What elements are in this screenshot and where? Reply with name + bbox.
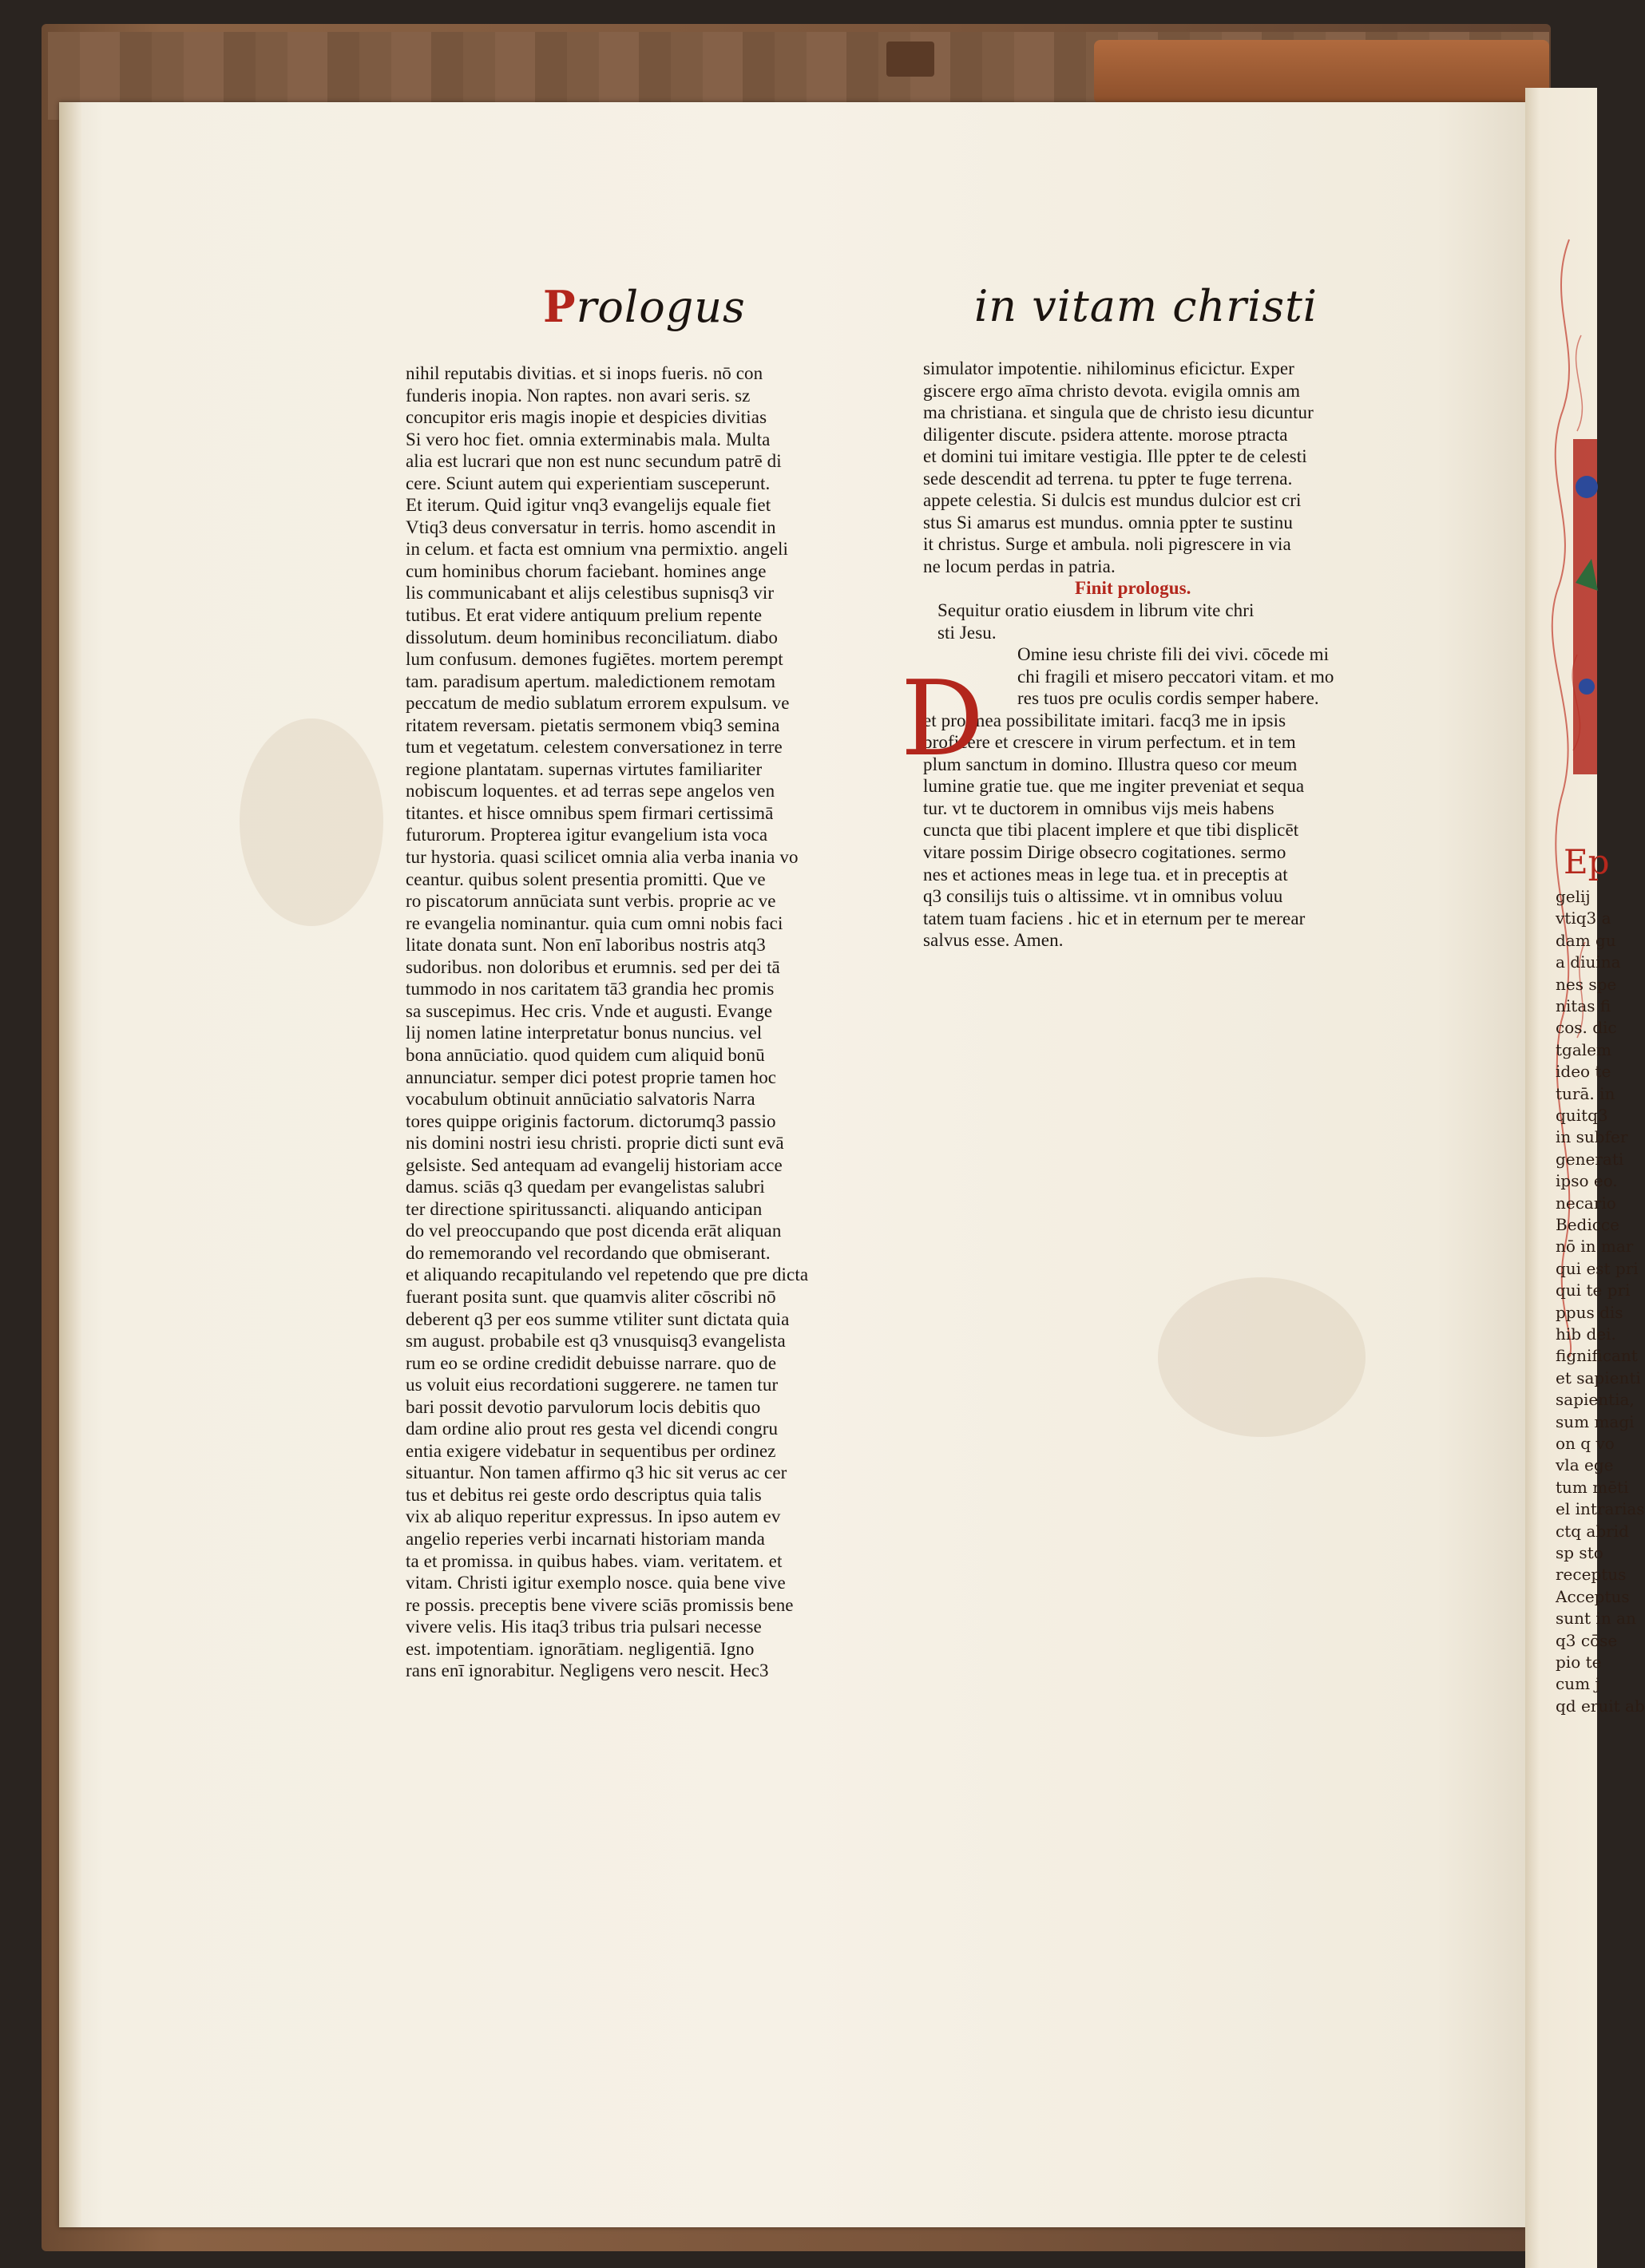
- text-line: annunciatur. semper dici potest proprie tamen hoc: [406, 1067, 777, 1087]
- text-line: re evangelia nominantur. quia cum omni nobis faci: [406, 912, 783, 933]
- facing-text-line: ideo te: [1556, 1062, 1611, 1082]
- text-line: rans enī ignorabitur. Negligens vero nescit. Hec3: [406, 1660, 769, 1681]
- facing-text-line: hib dei.: [1556, 1324, 1616, 1344]
- facing-text-line: quitq3: [1556, 1106, 1608, 1125]
- text-line: lis communicabant et alijs celestibus supnisq3 vir: [406, 583, 775, 604]
- facing-text-line: fignificant: [1556, 1346, 1638, 1366]
- text-line: sa suscepimus. Hec cris. Vnde et augusti. Evange: [406, 1000, 773, 1021]
- text-line: ne locum perdas in patria.: [923, 556, 1116, 576]
- text-line: do rememorando vel recordando que obmiserant.: [406, 1242, 771, 1263]
- text-line: bari possit devotio parvulorum locis debitis quo: [406, 1396, 761, 1417]
- prayer-line: nes et actiones meas in lege tua. et in preceptis at: [923, 864, 1288, 885]
- facing-text-line: qui te pri: [1556, 1280, 1631, 1300]
- text-line: entia exigere videbatur in sequentibus per ordinez: [406, 1440, 776, 1461]
- text-line: funderis inopia. Non raptes. non avari seris. sz: [406, 385, 751, 406]
- text-line: tur hystoria. quasi scilicet omnia alia verba inania vo: [406, 847, 799, 868]
- text-line: et domini tui imitare vestigia. Ille ppter te de celesti: [923, 446, 1307, 467]
- facing-text-line: dam gu: [1556, 930, 1616, 950]
- facing-text-line: qd eruit ab: [1556, 1696, 1645, 1716]
- text-line: tummodo in nos caritatem tā3 grandia hec promis: [406, 979, 775, 999]
- text-line: fuerant posita sunt. que quamvis aliter cōscribi nō: [406, 1286, 776, 1307]
- facing-text-line: nes spe: [1556, 974, 1617, 994]
- prayer-line: proficere et crescere in virum perfectum. et in tem: [923, 732, 1296, 753]
- running-head-left-rest: rologus: [576, 282, 746, 332]
- facing-text-line: sunt in an: [1556, 1609, 1636, 1629]
- text-line: gelsiste. Sed antequam ad evangelij historiam acce: [406, 1154, 783, 1175]
- text-line: et aliquando recapitulando vel repetendo que pre dicta: [406, 1265, 809, 1285]
- text-line: vocabulum obtinuit annūciatio salvatoris Narra: [406, 1089, 755, 1110]
- leather-corner: [1094, 40, 1549, 104]
- paper-stain: [1158, 1277, 1366, 1437]
- text-line: tutibus. Et erat videre antiquum prelium repente: [406, 605, 763, 626]
- text-line: it christus. Surge et ambula. noli pigrescere in via: [923, 534, 1291, 555]
- rubric-heading-line: sti Jesu.: [937, 622, 997, 643]
- text-line: sudoribus. non doloribus et erumnis. sed per dei tā: [406, 956, 780, 977]
- facing-text-line: gelij: [1556, 887, 1591, 906]
- text-line: vivere velis. His itaq3 tribus tria pulsari necesse: [406, 1617, 762, 1637]
- facing-text-line: generati: [1556, 1149, 1624, 1169]
- text-line: do vel preoccupando que post dicenda erāt aliquan: [406, 1221, 782, 1241]
- running-head-right: in vitam christi: [974, 281, 1318, 331]
- text-line: sm august. probabile est q3 vnusquisq3 evangelista: [406, 1331, 786, 1352]
- text-line: damus. sciās q3 quedam per evangelistas salubri: [406, 1177, 765, 1197]
- facing-text-line: ctq abrid: [1556, 1521, 1629, 1541]
- facing-text-line: qui est pri: [1556, 1258, 1639, 1278]
- text-line: tus et debitus rei geste ordo descriptus quia talis: [406, 1484, 762, 1505]
- facing-text-line: sp sto: [1556, 1543, 1603, 1562]
- text-line: deberent q3 per eos summe vtiliter sunt dictata quia: [406, 1308, 790, 1329]
- facing-text-line: cum j: [1556, 1674, 1600, 1694]
- text-line: cum hominibus chorum faciebant. homines ange: [406, 560, 767, 581]
- text-line: simulator impotentie. nihilominus eficictur. Exper: [923, 358, 1294, 378]
- text-line: litate donata sunt. Non enī laboribus nostris atq3: [406, 935, 766, 956]
- facing-text-line: ppus dis: [1556, 1302, 1623, 1322]
- prayer-line: tatem tuam faciens . hic et in eternum per te merear: [923, 908, 1306, 928]
- text-line: Et iterum. Quid igitur vnq3 evangelijs equale fiet: [406, 495, 771, 516]
- facing-text-line: cos. dic: [1556, 1018, 1617, 1038]
- facing-page-heading: Ep: [1564, 842, 1610, 881]
- facing-text-line: pio te: [1556, 1653, 1602, 1672]
- prayer-line: salvus esse. Amen.: [923, 930, 1064, 951]
- text-line: vitam. Christi igitur exemplo nosce. quia bene vive: [406, 1573, 786, 1593]
- prayer-line: vitare possim Dirige obsecro cogitationes. sermo: [923, 842, 1286, 863]
- facing-text-line: turā. in: [1556, 1083, 1615, 1103]
- text-line: ter directione spiritussancti. aliquando anticipan: [406, 1198, 763, 1219]
- text-line: lum confusum. demones fugiētes. mortem perempt: [406, 649, 783, 670]
- text-line: giscere ergo aīma christo devota. evigila omnis am: [923, 380, 1301, 401]
- text-line: stus Si amarus est mundus. omnia ppter te sustinu: [923, 512, 1293, 532]
- right-text-column: [923, 358, 1386, 952]
- facing-text-line: el intrarias: [1556, 1499, 1645, 1519]
- prayer-line: res tuos pre oculis cordis semper habere.: [1017, 688, 1319, 709]
- text-line: est. impotentiam. ignorātiam. negligentiā. Igno: [406, 1638, 755, 1659]
- facing-text-line: necario: [1556, 1193, 1616, 1213]
- text-line: Si vero hoc fiet. omnia exterminabis mala. Multa: [406, 429, 771, 449]
- text-line: appete celestia. Si dulcis est mundus dulcior est cri: [923, 490, 1302, 511]
- text-line: ta et promissa. in quibus habes. viam. veritatem. et: [406, 1550, 783, 1571]
- text-line: Vtiq3 deus conversatur in terris. homo ascendit in: [406, 517, 776, 537]
- text-line: tam. paradisum apertum. maledictionem remotam: [406, 671, 776, 691]
- facing-text-line: et sapienti: [1556, 1368, 1641, 1387]
- prayer-line: chi fragili et misero peccatori vitam. et mo: [1017, 666, 1334, 687]
- text-line: cere. Sciunt autem qui experientiam susceperunt.: [406, 473, 771, 493]
- facing-text-line: ipso eo.: [1556, 1171, 1618, 1191]
- facing-text-line: nitas fi: [1556, 996, 1611, 1015]
- text-line: peccatum de medio sublatum errorem expulsum. ve: [406, 693, 790, 714]
- text-line: vix ab aliquo reperitur expressus. In ipso autem ev: [406, 1506, 781, 1527]
- prayer-line: q3 consilijs tuis o altissime. vt in omnibus voluu: [923, 886, 1283, 907]
- prayer-line: tur. vt te ductorem in omnibus vijs meis habens: [923, 798, 1274, 818]
- text-line: nihil reputabis divitias. et si inops fueris. nō con: [406, 363, 763, 383]
- text-line: situantur. Non tamen affirmo q3 hic sit verus ac cer: [406, 1463, 787, 1483]
- finit-rubric: Finit prologus.: [1075, 578, 1191, 599]
- text-line: regione plantatam. supernas virtutes familiariter: [406, 758, 763, 779]
- text-line: concupitor eris magis inopie et despicies divitias: [406, 407, 767, 428]
- facing-text-line: sapientia,: [1556, 1390, 1635, 1410]
- paper-stain: [240, 718, 383, 926]
- running-head-left: [543, 281, 746, 332]
- leather-tab: [886, 42, 934, 77]
- text-line: lij nomen latine interpretatur bonus nuncius. vel: [406, 1023, 763, 1043]
- prayer-line: lumine gratie tue. que me ingiter preveniat et sequa: [923, 776, 1305, 797]
- prayer-line: et pro mea possibilitate imitari. facq3 me in ipsis: [923, 710, 1286, 730]
- running-head-initial: P: [543, 281, 577, 332]
- text-line: nobiscum loquentes. et ad terras sepe angelos ven: [406, 781, 775, 802]
- text-line: bona annūciatio. quod quidem cum aliquid bonū: [406, 1044, 765, 1065]
- facing-text-line: Acceptus: [1556, 1586, 1630, 1606]
- facing-text-line: nō in mar: [1556, 1237, 1634, 1257]
- text-line: angelio reperies verbi incarnati historiam manda: [406, 1528, 765, 1549]
- facing-text-line: sum magi: [1556, 1411, 1635, 1431]
- page-gutter-shadow: [59, 102, 81, 2227]
- text-line: ro piscatorum annūciata sunt verbis. proprie ac ve: [406, 891, 776, 912]
- facing-text-line: vla ege: [1556, 1455, 1614, 1475]
- text-line: nis domini nostri iesu christi. proprie dicti sunt evā: [406, 1133, 784, 1154]
- facing-text-line: q3 cōse: [1556, 1630, 1618, 1650]
- text-line: sede descendit ad terrena. tu ppter te fuge terrena.: [923, 468, 1293, 489]
- left-text-column: [406, 362, 861, 1682]
- facing-text-line: on q vo: [1556, 1434, 1615, 1453]
- prayer-line: Omine iesu christe fili dei vivi. cōcede mi: [1017, 644, 1330, 665]
- text-line: ma christiana. et singula que de christo iesu dicuntur: [923, 402, 1314, 423]
- text-line: diligenter discute. psidera attente. morose ptracta: [923, 424, 1288, 445]
- text-line: tum et vegetatum. celestem conversationez in terre: [406, 737, 783, 758]
- prayer-line: plum sanctum in domino. Illustra queso cor meum: [923, 754, 1298, 774]
- text-line: ritatem reversam. pietatis sermonem vbiq3 semina: [406, 714, 780, 735]
- rubric-heading-line: Sequitur oratio eiusdem in librum vite chri: [937, 600, 1255, 621]
- prayer-line: cuncta que tibi placent implere et que tibi displicēt: [923, 820, 1299, 841]
- facing-text-line: tgalem: [1556, 1039, 1611, 1059]
- text-line: in celum. et facta est omnium vna permixtio. angeli: [406, 539, 789, 560]
- text-line: dissolutum. deum hominibus reconciliatum. diabo: [406, 627, 778, 647]
- text-line: alia est lucrari que non est nunc secundum patrē di: [406, 451, 782, 472]
- text-line: ceantur. quibus solent presentia promitti. Que ve: [406, 869, 766, 889]
- facing-text-line: receptus: [1556, 1565, 1627, 1585]
- text-line: tores quippe originis factorum. dictorumq3 passio: [406, 1110, 776, 1131]
- facing-text-line: vtiq3 a: [1556, 908, 1611, 928]
- facing-text-line: a diuina: [1556, 952, 1621, 972]
- text-line: rum eo se ordine credidit debuisse narrare. quo de: [406, 1352, 777, 1373]
- rubricated-initial: D: [900, 658, 985, 779]
- text-line: titantes. et hisce omnibus spem firmari certissimā: [406, 802, 774, 823]
- facing-text-line: Bedicce: [1556, 1215, 1619, 1234]
- text-line: futurorum. Propterea igitur evangelium ista voca: [406, 825, 768, 845]
- facing-text-line: tum mēti: [1556, 1477, 1629, 1497]
- text-line: dam ordine alio prout res gesta vel dicendi congru: [406, 1419, 779, 1439]
- facing-text-line: in subfer: [1556, 1127, 1628, 1147]
- text-line: us voluit eius recordationi suggerere. ne tamen tur: [406, 1375, 779, 1395]
- text-line: re possis. preceptis bene vivere sciās promissis bene: [406, 1594, 794, 1615]
